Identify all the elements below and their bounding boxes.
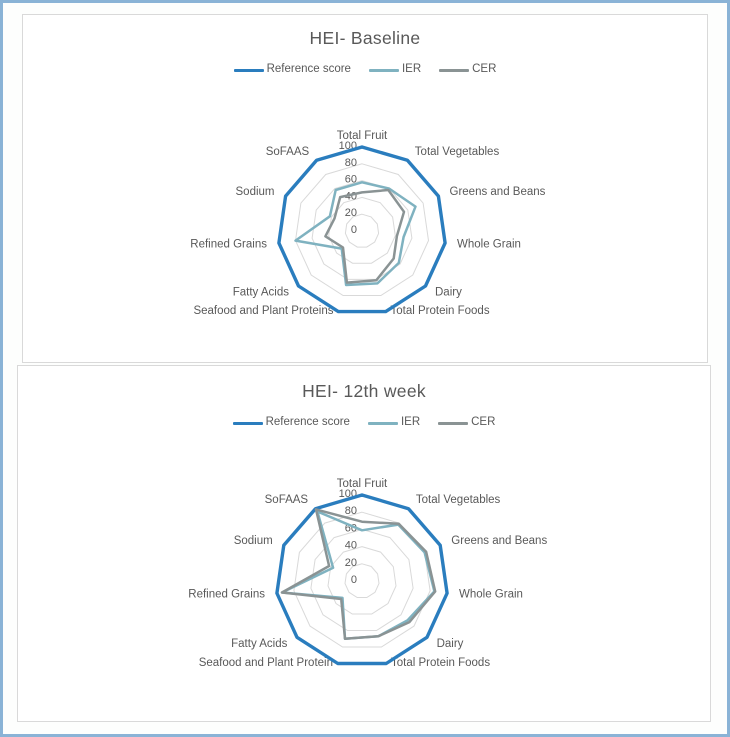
tick-label: 80 [344,505,357,518]
category-label: Whole Grain [459,588,523,601]
category-label: Greens and Beans [449,186,546,198]
category-label: Seafood and Plant Proteins [193,305,334,317]
chart-panel-baseline [22,14,708,363]
chart-panel-12th-week [17,365,711,722]
category-label: Dairy [435,286,462,299]
legend-item-cer [439,64,496,76]
category-label: SoFAAS [265,145,310,158]
tick-label: 80 [344,156,357,169]
legend-line-swatch-ier [369,69,399,72]
legend-line-swatch-cer [439,69,469,72]
category-label: Fatty Acids [232,286,289,299]
radar-chart-baseline [23,81,707,343]
chart-legend-baseline [23,59,707,81]
legend-label-ier: IER [400,416,421,429]
legend-line-swatch-reference [234,69,264,72]
radar-chart-12th-week [18,434,710,702]
category-label: Dairy [436,637,464,650]
radar-gridlines [279,147,445,312]
category-label: Total Vegetables [415,494,501,507]
legend-label-cer: CER [472,63,497,76]
tick-label: 0 [350,224,357,236]
category-label: Fatty Acids [231,637,288,650]
legend-line-swatch-cer [438,422,468,425]
tick-label: 20 [344,556,357,569]
category-label: Total Vegetables [414,145,500,158]
legend-item-ier [369,64,421,76]
category-label: Refined Grains [188,588,265,601]
chart-title-12th-week: HEI- 12th week [302,381,426,401]
category-label: Total Fruit [336,130,388,142]
category-label: SoFAAS [264,494,309,507]
legend-label-reference: Reference score [266,63,351,76]
category-label: Refined Grains [190,238,267,251]
category-label: Total Fruit [336,478,388,490]
tick-label: 60 [344,522,357,535]
legend-label-ier: IER [401,63,422,76]
tick-label: 60 [344,173,357,186]
tick-label: 0 [350,574,357,586]
category-label: Greens and Beans [451,535,548,548]
legend-item-reference-score [234,64,351,76]
category-label: Sodium [235,186,275,198]
category-label: Total Protein Foods [391,657,491,669]
category-label: Total Protein Foods [390,305,490,317]
tick-label: 100 [338,140,357,152]
legend-line-swatch-reference [233,422,263,425]
tick-label: 100 [338,488,357,500]
chart-title-baseline: HEI- Baseline [309,28,421,48]
category-label: Seafood and Plant Protein [198,657,333,669]
chart-legend-12th-week [18,412,710,434]
category-label: Whole Grain [457,238,521,251]
category-labels [188,478,547,669]
tick-label: 40 [344,190,357,203]
category-label: Sodium [233,535,273,548]
legend-label-cer: CER [471,416,496,429]
legend-item-reference-score [233,417,350,429]
legend-label-reference: Reference score [265,416,350,429]
category-labels [190,130,545,317]
legend-item-cer [438,417,495,429]
tick-label: 20 [344,207,357,220]
legend-line-swatch-ier [368,422,398,425]
series-line-reference-score [279,147,445,312]
tick-label: 40 [344,539,357,552]
legend-item-ier [368,417,420,429]
